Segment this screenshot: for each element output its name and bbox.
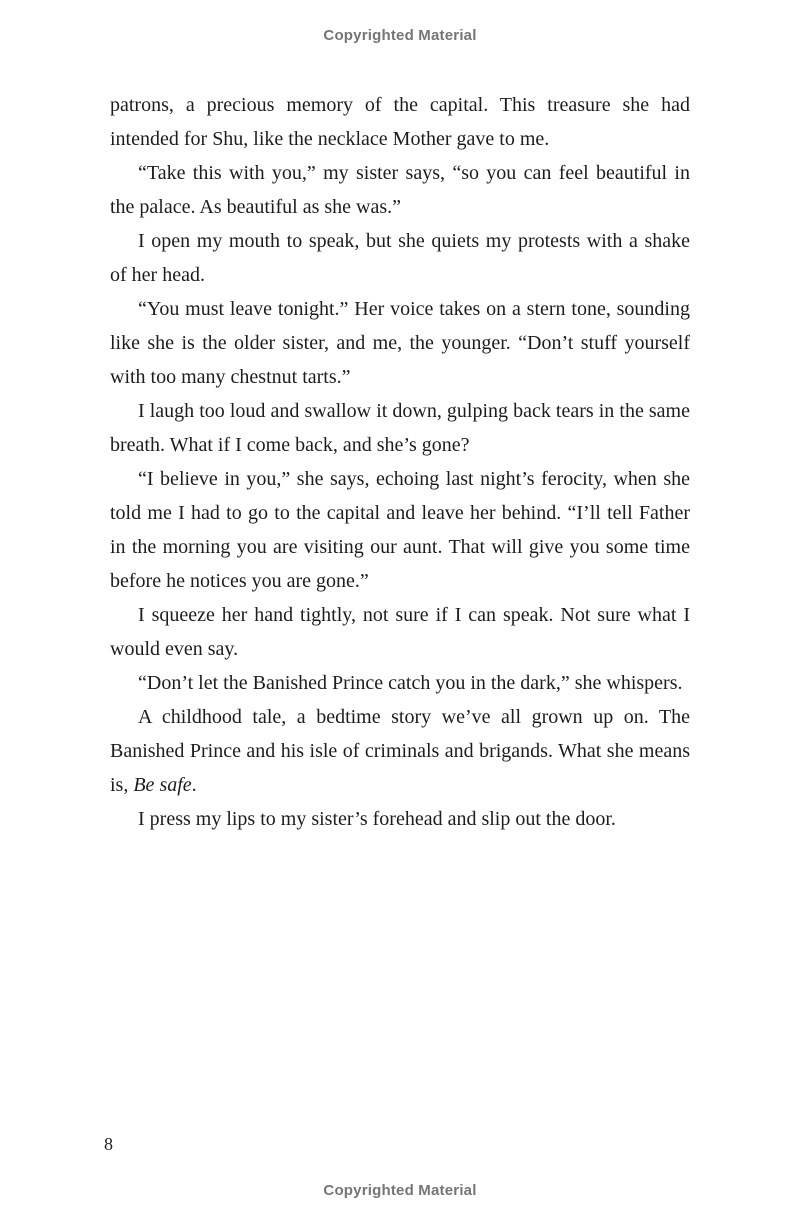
paragraph (110, 666, 690, 700)
paragraph (110, 394, 690, 462)
text-segment: “I believe in you,” she says, echoing last night’s ferocity, when she told me I had to go to the capital and leave her behind. “I’ll tell Father in the morning you are visiting our aunt. That will give you some time before he notices you are gone.” (110, 468, 690, 592)
paragraph (110, 802, 690, 836)
paragraph (110, 598, 690, 666)
text-segment: I open my mouth to speak, but she quiets my protests with a shake of her head. (110, 230, 690, 286)
paragraph (110, 462, 690, 598)
paragraph (110, 700, 690, 802)
italic-text-segment: Be safe (133, 774, 192, 796)
paragraph (110, 88, 690, 156)
text-segment: I laugh too loud and swallow it down, gulping back tears in the same breath. What if I come back, and she’s gone? (110, 400, 690, 456)
copyright-notice-top: Copyrighted Material (323, 27, 477, 44)
text-segment: I squeeze her hand tightly, not sure if I can speak. Not sure what I would even say. (110, 604, 690, 660)
text-segment: A childhood tale, a bedtime story we’ve all grown up on. The Banished Prince and his isle of criminals and brigands. What she means is, (110, 706, 690, 796)
text-segment: “Take this with you,” my sister says, “so you can feel beautiful in the palace. As beautiful as she was.” (110, 162, 690, 218)
text-segment: patrons, a precious memory of the capital. This treasure she had intended for Shu, like the necklace Mother gave to me. (110, 94, 690, 150)
paragraph (110, 224, 690, 292)
paragraph (110, 156, 690, 224)
text-segment: “You must leave tonight.” Her voice takes on a stern tone, sounding like she is the older sister, and me, the younger. “Don’t stuff yourself with too many chestnut tarts.” (110, 298, 690, 388)
page-number: 8 (104, 1134, 113, 1154)
copyright-notice-bottom: Copyrighted Material (323, 1182, 477, 1199)
text-segment: “Don’t let the Banished Prince catch you in the dark,” she whispers. (138, 672, 683, 694)
paragraph (110, 292, 690, 394)
text-segment: I press my lips to my sister’s forehead and slip out the door. (138, 808, 616, 830)
body-text (110, 88, 690, 836)
text-segment: . (191, 774, 197, 796)
